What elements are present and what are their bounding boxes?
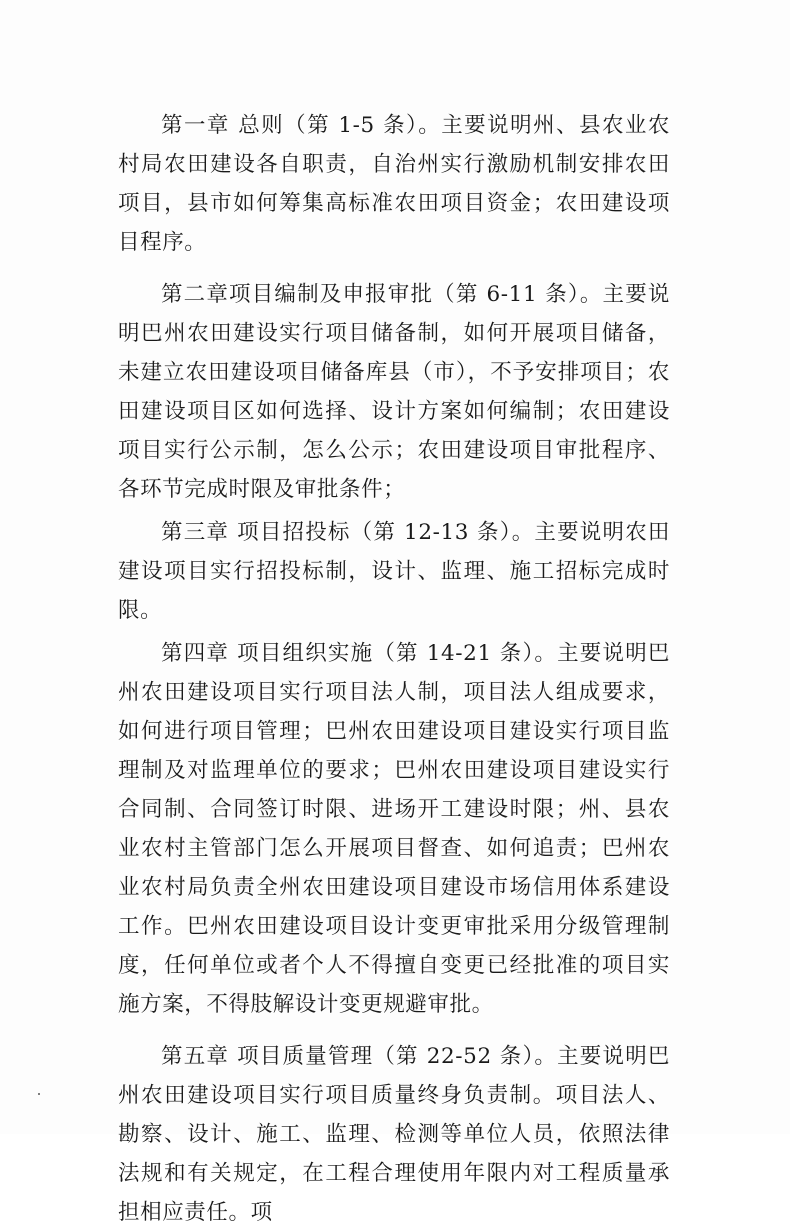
paragraph-chapter-4: 第四章 项目组织实施（第 14-21 条）。主要说明巴州农田建设项目实行项目法人制，项目法人组成要求，如何进行项目管理；巴州农田建设项目建设实行项目监理制及对监理单位的要求；巴州农田建设项目建设实行合同制、合同签订时限、进场开工建设时限；州、县农业农村主管部门怎么开展项目督查、如何追责；巴州农业农村局负责全州农田建设项目建设市场信用体系建设工作。巴州农田建设项目设计变更审批采用分级管理制度，任何单位或者个人不得擅自变更已经批准的项目实施方案，不得肢解设计变更规避审批。	[118, 641, 670, 1017]
paragraph-chapter-3: 第三章 项目招投标（第 12-13 条）。主要说明农田建设项目实行招投标制，设计、监理、施工招标完成时限。	[118, 520, 670, 623]
scan-speck-mark	[38, 1093, 40, 1095]
paragraph-chapter-2: 第二章项目编制及申报审批（第 6-11 条）。主要说明巴州农田建设实行项目储备制，如何开展项目储备，未建立农田建设项目储备库县（市），不予安排项目；农田建设项目区如何选择、设计方案如何编制；农田建设项目实行公示制，怎么公示；农田建设项目审批程序、各环节完成时限及审批条件；	[118, 282, 670, 502]
document-body	[118, 106, 670, 1232]
paragraph-chapter-1: 第一章 总则（第 1-5 条）。主要说明州、县农业农村局农田建设各自职责，自治州实行激励机制安排农田项目，县市如何筹集高标准农田项目资金；农田建设项目程序。	[118, 113, 670, 255]
paragraph-chapter-5: 第五章 项目质量管理（第 22-52 条）。主要说明巴州农田建设项目实行项目质量终身负责制。项目法人、勘察、设计、施工、监理、检测等单位人员，依照法律法规和有关规定，在工程合理使用年限内对工程质量承担相应责任。项	[118, 1044, 670, 1225]
